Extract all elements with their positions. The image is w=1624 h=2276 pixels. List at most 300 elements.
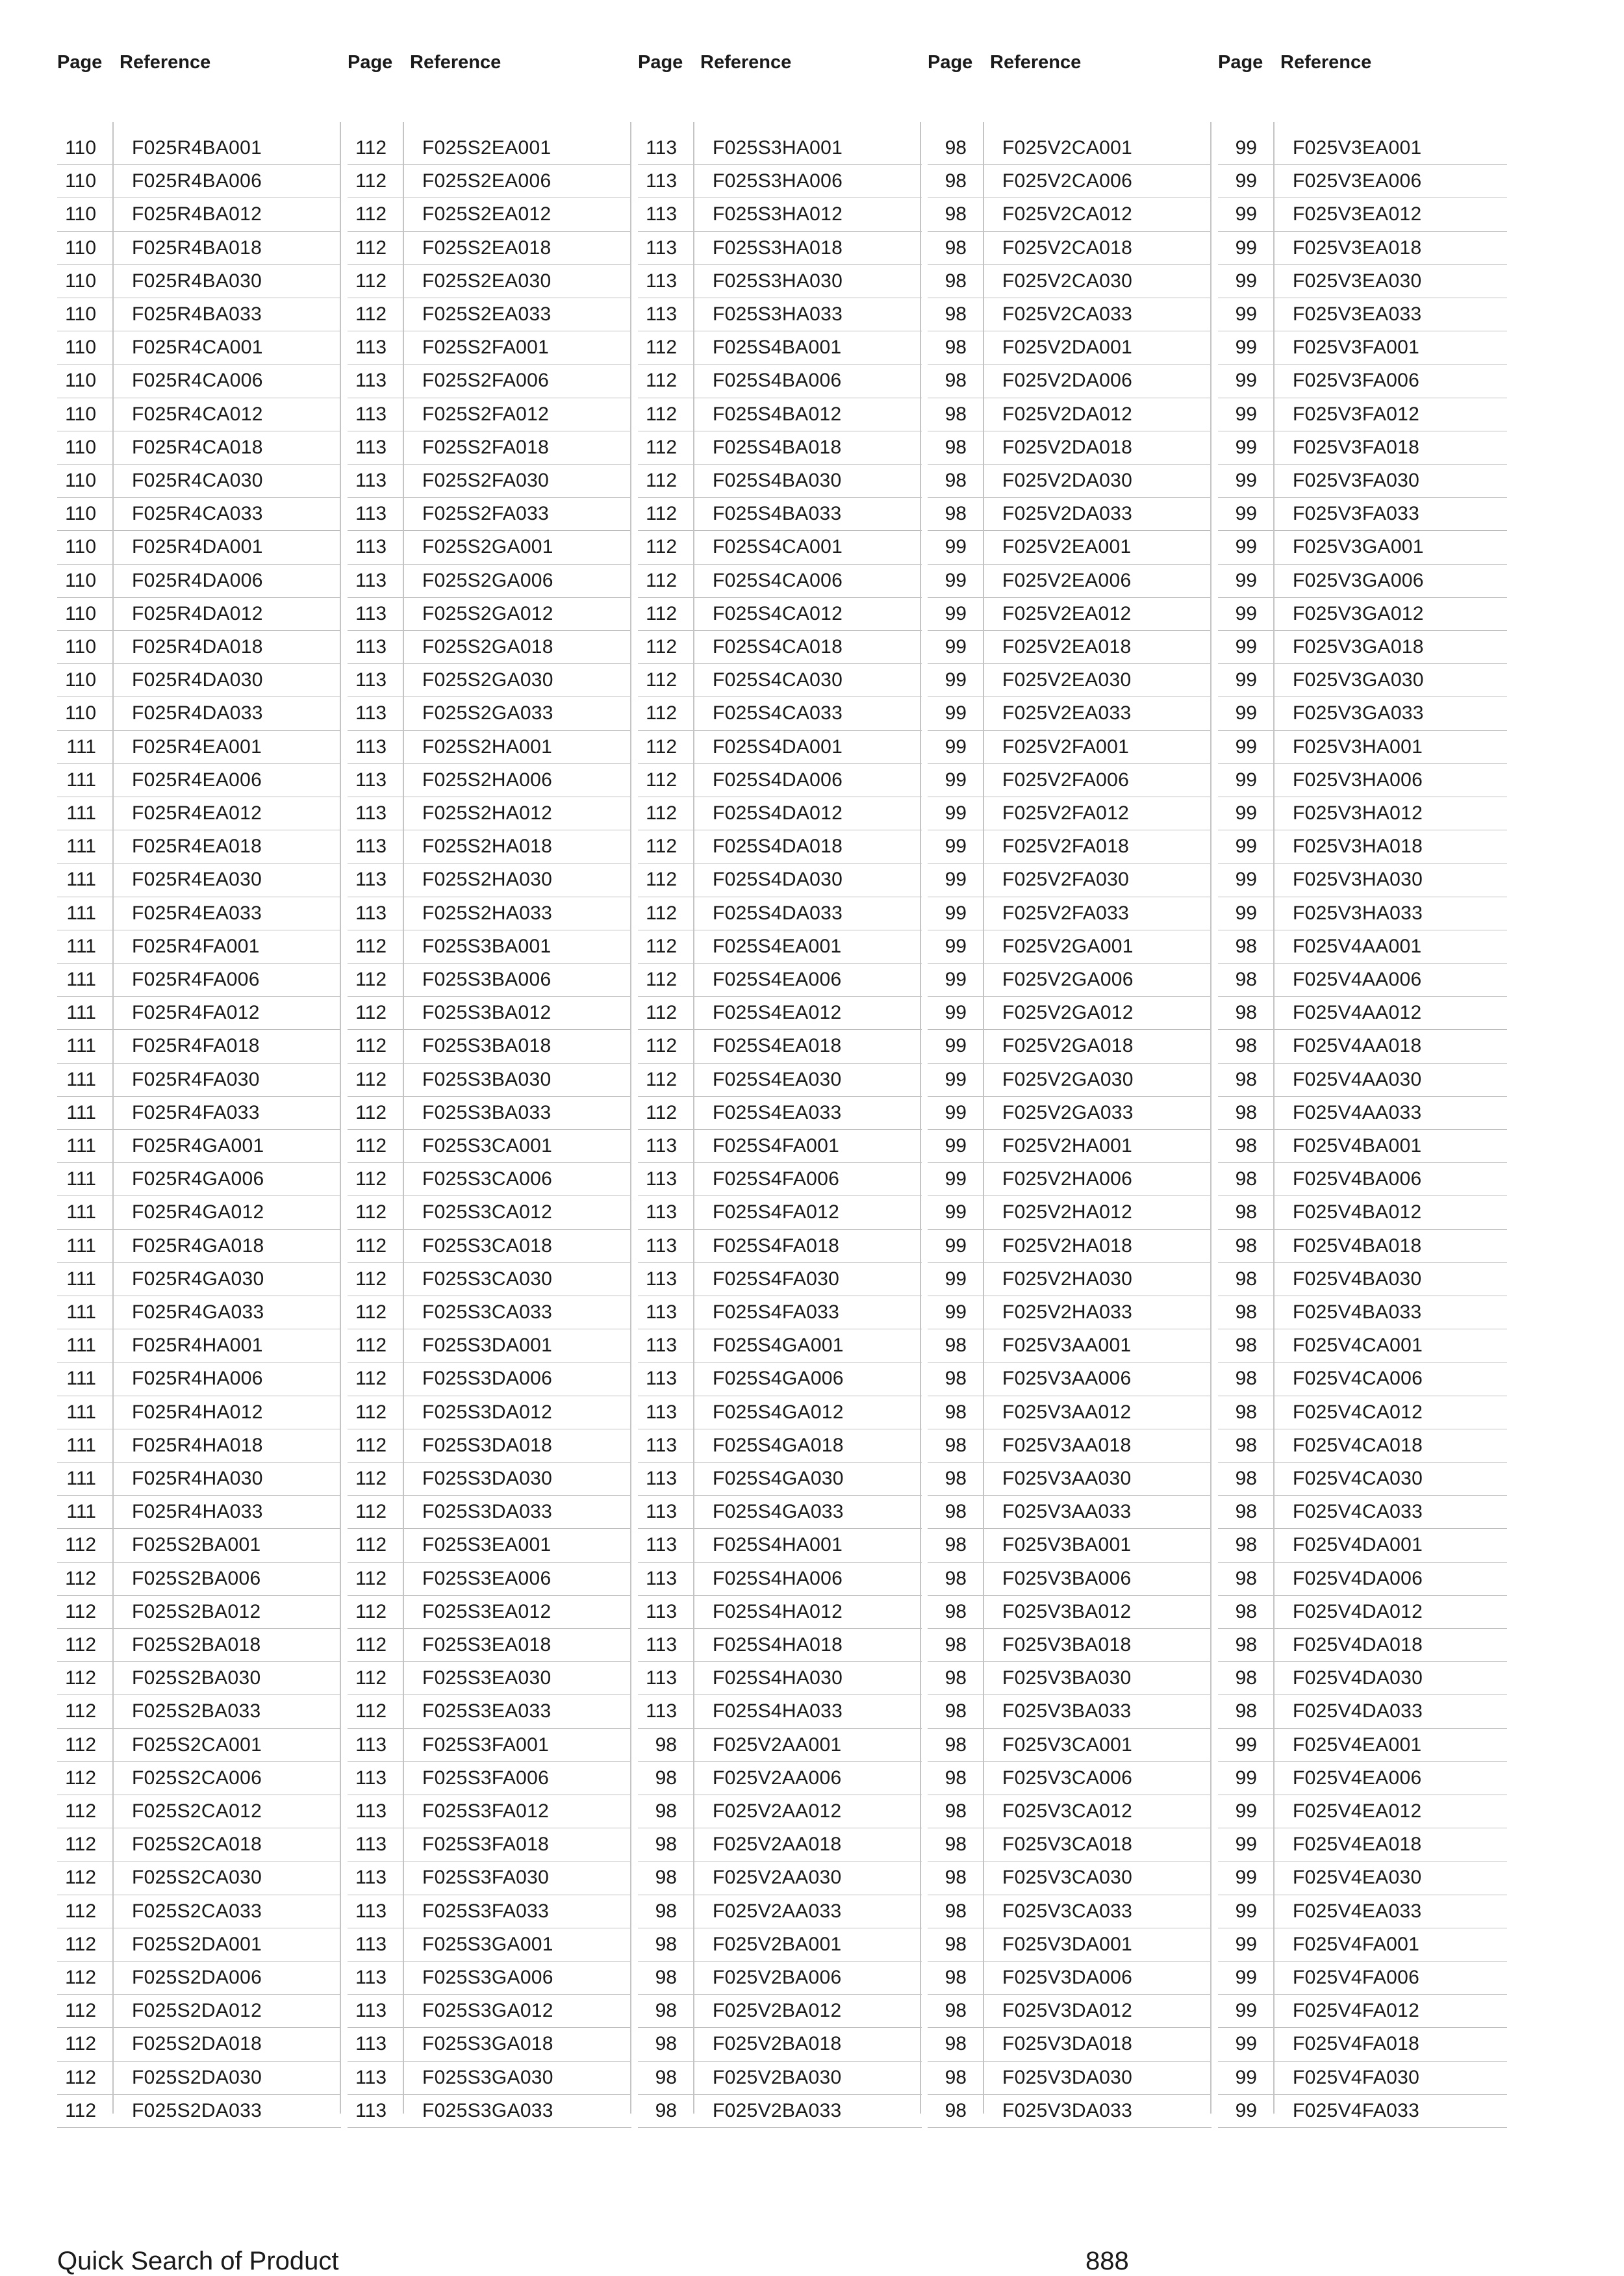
column-divider [693, 122, 694, 2114]
page-cell: 99 [945, 1068, 967, 1090]
header-page-label: Page [638, 52, 683, 73]
page-cell: 113 [355, 1834, 387, 1856]
reference-cell: F025S2GA012 [422, 602, 553, 624]
page-cell: 112 [355, 1567, 387, 1589]
table-row [57, 930, 341, 964]
table-row [928, 1230, 1212, 1263]
page-cell: 99 [945, 669, 967, 691]
page-cell: 99 [945, 1168, 967, 1190]
reference-cell: F025S3HA018 [713, 237, 843, 259]
table-row [638, 1130, 922, 1163]
page-cell: 98 [655, 1733, 677, 1756]
group-divider [340, 122, 341, 2114]
reference-cell: F025V3BA033 [1002, 1700, 1132, 1722]
table-row [638, 1429, 922, 1463]
page-cell: 99 [1235, 1900, 1257, 1922]
table-row [638, 2028, 922, 2061]
page-cell: 112 [646, 436, 677, 458]
page-cell: 113 [355, 2066, 387, 2088]
reference-cell: F025S4EA001 [713, 935, 842, 957]
page-cell: 112 [65, 2099, 96, 2121]
page-cell: 98 [945, 1368, 967, 1390]
table-row [928, 1362, 1212, 1396]
page-cell: 99 [945, 1135, 967, 1157]
page-cell: 111 [66, 1501, 96, 1523]
table-row [348, 731, 631, 764]
reference-cell: F025V3HA001 [1293, 735, 1423, 758]
reference-cell: F025V2FA033 [1002, 902, 1130, 924]
reference-cell: F025S2CA018 [132, 1834, 262, 1856]
table-row [928, 531, 1212, 564]
page-cell: 110 [65, 403, 96, 425]
reference-cell: F025V2DA033 [1002, 503, 1133, 525]
table-row [57, 2062, 341, 2095]
table-row [928, 1928, 1212, 1962]
table-row [928, 897, 1212, 930]
group-divider [630, 122, 631, 2114]
reference-cell: F025S2DA033 [132, 2099, 262, 2121]
reference-cell: F025S3HA006 [713, 170, 843, 192]
page-cell: 112 [355, 170, 387, 192]
table-row [348, 1795, 631, 1828]
reference-cell: F025V3DA012 [1002, 2000, 1133, 2022]
page-cell: 98 [945, 337, 967, 359]
reference-cell: F025S3BA001 [422, 935, 552, 957]
table-row [1218, 1396, 1507, 1429]
page-cell: 98 [1235, 1101, 1257, 1123]
reference-cell: F025V2DA006 [1002, 370, 1133, 392]
reference-cell: F025S3DA001 [422, 1335, 553, 1357]
table-row [348, 1596, 631, 1629]
table-row [638, 1861, 922, 1895]
table-row [57, 232, 341, 265]
page-cell: 113 [355, 1733, 387, 1756]
reference-cell: F025V2EA030 [1002, 669, 1132, 691]
table-row [348, 565, 631, 598]
page-cell: 99 [945, 935, 967, 957]
table-row [57, 1163, 341, 1196]
table-row [928, 1895, 1212, 1928]
table-row [638, 930, 922, 964]
page-cell: 99 [945, 1035, 967, 1057]
column-divider [1273, 122, 1275, 2114]
table-row [57, 764, 341, 797]
table-row [928, 697, 1212, 730]
table-row [928, 863, 1212, 897]
table-row [928, 631, 1212, 664]
reference-cell: F025S3CA018 [422, 1234, 553, 1257]
table-row [1218, 1097, 1507, 1130]
table-row [638, 465, 922, 498]
reference-cell: F025S4BA001 [713, 337, 842, 359]
reference-cell: F025S2BA001 [132, 1534, 261, 1556]
table-row [638, 1596, 922, 1629]
page-cell: 110 [65, 536, 96, 558]
page-cell: 111 [66, 1468, 96, 1489]
page-cell: 112 [355, 1534, 387, 1556]
reference-cell: F025V4AA018 [1293, 1035, 1422, 1057]
page-cell: 110 [65, 170, 96, 192]
page-cell: 98 [945, 137, 967, 159]
page-cell: 98 [1235, 1501, 1257, 1523]
table-row [348, 797, 631, 830]
page-cell: 113 [646, 1301, 677, 1323]
reference-cell: F025S2FA012 [422, 403, 550, 425]
table-row [638, 364, 922, 398]
page-cell: 112 [65, 1567, 96, 1589]
reference-cell: F025S2DA030 [132, 2066, 262, 2088]
reference-cell: F025V2EA018 [1002, 636, 1132, 658]
table-row [928, 731, 1212, 764]
page-cell: 113 [646, 203, 677, 225]
page-cell: 113 [355, 1767, 387, 1789]
table-row [1218, 1064, 1507, 1097]
table-row [348, 1962, 631, 1995]
page-cell: 112 [65, 2066, 96, 2088]
column-divider [403, 122, 404, 2114]
page-cell: 113 [646, 1468, 677, 1489]
reference-cell: F025R4DA030 [132, 669, 263, 691]
table-row [1218, 398, 1507, 431]
reference-cell: F025V4EA006 [1293, 1767, 1422, 1789]
page-cell: 111 [66, 1135, 96, 1157]
table-row [348, 1828, 631, 1861]
reference-cell: F025S2GA033 [422, 702, 553, 724]
table-row [348, 2028, 631, 2061]
page-cell: 110 [65, 503, 96, 525]
table-row [348, 165, 631, 198]
reference-cell: F025S2HA001 [422, 735, 553, 758]
table-row [348, 331, 631, 364]
page-cell: 112 [646, 769, 677, 791]
page-cell: 112 [65, 2033, 96, 2055]
table-row [57, 1729, 341, 1762]
reference-cell: F025R4BA033 [132, 303, 262, 325]
reference-cell: F025V3EA033 [1293, 303, 1422, 325]
table-row [1218, 331, 1507, 364]
page-cell: 113 [355, 536, 387, 558]
reference-cell: F025S4EA030 [713, 1068, 842, 1090]
page-cell: 99 [1235, 702, 1257, 724]
page-cell: 98 [655, 2066, 677, 2088]
reference-cell: F025S2HA018 [422, 836, 553, 858]
table-row [57, 1762, 341, 1795]
reference-cell: F025S3HA012 [713, 203, 843, 225]
page-cell: 98 [945, 1501, 967, 1523]
page-cell: 99 [1235, 836, 1257, 858]
reference-cell: F025V4DA006 [1293, 1567, 1423, 1589]
page-cell: 112 [646, 1068, 677, 1090]
page-cell: 111 [66, 1002, 96, 1024]
page-cell: 112 [355, 1301, 387, 1323]
page-cell: 112 [65, 1733, 96, 1756]
table-row [638, 198, 922, 231]
reference-cell: F025S2CA001 [132, 1733, 262, 1756]
reference-cell: F025V2AA033 [713, 1900, 842, 1922]
table-row [1218, 531, 1507, 564]
table-row [638, 565, 922, 598]
table-row [348, 1163, 631, 1196]
table-row [348, 265, 631, 298]
page-cell: 98 [655, 1967, 677, 1988]
table-row [928, 1496, 1212, 1529]
table-row [348, 697, 631, 730]
table-row [348, 897, 631, 930]
reference-cell: F025V3HA033 [1293, 902, 1423, 924]
reference-cell: F025S3HA030 [713, 270, 843, 292]
table-row [928, 1861, 1212, 1895]
page-cell: 98 [1235, 1567, 1257, 1589]
page-cell: 113 [646, 1667, 677, 1689]
page-cell: 98 [945, 370, 967, 392]
page-cell: 112 [65, 1834, 96, 1856]
page-cell: 113 [355, 769, 387, 791]
table-row [638, 1064, 922, 1097]
reference-cell: F025R4HA018 [132, 1434, 263, 1456]
page-cell: 113 [646, 137, 677, 159]
reference-cell: F025V2BA033 [713, 2099, 842, 2121]
reference-cell: F025R4FA033 [132, 1101, 260, 1123]
reference-cell: F025S4FA018 [713, 1234, 840, 1257]
reference-cell: F025S4GA018 [713, 1434, 844, 1456]
column-divider [112, 122, 114, 2114]
page-cell: 98 [1235, 1434, 1257, 1456]
reference-cell: F025R4FA001 [132, 935, 260, 957]
reference-cell: F025S3EA018 [422, 1634, 552, 1656]
page-cell: 112 [646, 935, 677, 957]
table-row [1218, 1296, 1507, 1329]
reference-cell: F025R4CA001 [132, 337, 263, 359]
reference-cell: F025V4FA001 [1293, 1933, 1420, 1955]
reference-cell: F025V2FA018 [1002, 836, 1130, 858]
reference-cell: F025S2FA033 [422, 503, 550, 525]
page-cell: 113 [646, 270, 677, 292]
reference-cell: F025V4FA006 [1293, 1967, 1420, 1988]
page-cell: 99 [1235, 669, 1257, 691]
reference-cell: F025R4FA018 [132, 1035, 260, 1057]
table-row [928, 1795, 1212, 1828]
reference-cell: F025R4BA030 [132, 270, 262, 292]
table-row [57, 132, 341, 165]
page-cell: 99 [1235, 1733, 1257, 1756]
page-cell: 111 [66, 1234, 96, 1257]
page-cell: 112 [65, 1700, 96, 1722]
page-cell: 110 [65, 636, 96, 658]
page-cell: 99 [1235, 2066, 1257, 2088]
table-row [638, 165, 922, 198]
table-row [57, 1928, 341, 1962]
column-divider [983, 122, 984, 2114]
reference-cell: F025R4GA001 [132, 1135, 264, 1157]
reference-cell: F025S4FA033 [713, 1301, 840, 1323]
table-row [928, 198, 1212, 231]
reference-cell: F025V4CA001 [1293, 1335, 1423, 1357]
page-cell: 99 [1235, 636, 1257, 658]
table-row [57, 565, 341, 598]
table-row [348, 997, 631, 1030]
reference-cell: F025S3GA033 [422, 2099, 553, 2121]
reference-cell: F025V2AA012 [713, 1800, 842, 1822]
table-row [348, 830, 631, 863]
table-row [57, 664, 341, 697]
page-cell: 111 [66, 735, 96, 758]
table-row [638, 1496, 922, 1529]
table-row [348, 1861, 631, 1895]
page-cell: 99 [945, 735, 967, 758]
reference-cell: F025V4FA030 [1293, 2066, 1420, 2088]
page-cell: 113 [646, 1634, 677, 1656]
table-row [638, 1196, 922, 1229]
table-row [1218, 1529, 1507, 1562]
table-row [57, 1995, 341, 2028]
page-cell: 113 [646, 1401, 677, 1423]
reference-cell: F025R4DA018 [132, 636, 263, 658]
footer-title: Quick Search of Product [57, 2247, 339, 2275]
page-cell: 113 [646, 1534, 677, 1556]
page-cell: 98 [655, 1867, 677, 1889]
page-cell: 99 [945, 569, 967, 591]
reference-cell: F025S3CA006 [422, 1168, 553, 1190]
table-row [638, 1463, 922, 1496]
table-row [928, 465, 1212, 498]
reference-cell: F025V2AA006 [713, 1767, 842, 1789]
page-cell: 113 [355, 1800, 387, 1822]
table-row [1218, 1429, 1507, 1463]
table-row [348, 1263, 631, 1296]
page-cell: 112 [646, 735, 677, 758]
table-row [57, 830, 341, 863]
table-row [57, 1463, 341, 1496]
reference-cell: F025V2HA012 [1002, 1201, 1133, 1223]
reference-cell: F025S4CA006 [713, 569, 843, 591]
page-cell: 99 [1235, 1834, 1257, 1856]
reference-cell: F025S3BA006 [422, 969, 552, 990]
table-row [348, 1762, 631, 1795]
page-cell: 98 [1235, 969, 1257, 990]
table-row [348, 863, 631, 897]
page-cell: 112 [65, 1600, 96, 1622]
reference-cell: F025S4BA033 [713, 503, 842, 525]
reference-cell: F025V4BA018 [1293, 1234, 1422, 1257]
reference-cell: F025V4AA033 [1293, 1101, 1422, 1123]
reference-cell: F025S3BA012 [422, 1002, 552, 1024]
table-row [1218, 465, 1507, 498]
page-cell: 98 [945, 1534, 967, 1556]
reference-cell: F025S4GA030 [713, 1468, 844, 1489]
page-cell: 113 [355, 836, 387, 858]
page-cell: 98 [1235, 935, 1257, 957]
table-row [638, 232, 922, 265]
page-cell: 111 [66, 769, 96, 791]
table-row [348, 2095, 631, 2128]
reference-cell: F025V3GA018 [1293, 636, 1424, 658]
page-cell: 99 [1235, 869, 1257, 891]
header-page-label: Page [928, 52, 973, 73]
page-cell: 98 [1235, 1700, 1257, 1722]
table-row [57, 1362, 341, 1396]
page-cell: 112 [646, 337, 677, 359]
page-cell: 112 [646, 503, 677, 525]
reference-cell: F025V2BA012 [713, 2000, 842, 2022]
table-row [1218, 1496, 1507, 1529]
page-cell: 110 [65, 137, 96, 159]
reference-cell: F025S2FA030 [422, 470, 550, 491]
reference-cell: F025R4GA033 [132, 1301, 264, 1323]
page-cell: 112 [646, 569, 677, 591]
reference-cell: F025V2AA001 [713, 1733, 842, 1756]
reference-cell: F025V3AA001 [1002, 1335, 1132, 1357]
table-row [1218, 198, 1507, 231]
page-cell: 113 [646, 1268, 677, 1290]
table-row [57, 1030, 341, 1063]
table-row [1218, 1962, 1507, 1995]
table-row [57, 1263, 341, 1296]
page-cell: 113 [355, 869, 387, 891]
header-page-label: Page [348, 52, 393, 73]
reference-cell: F025V4BA033 [1293, 1301, 1422, 1323]
page-cell: 111 [66, 1301, 96, 1323]
reference-cell: F025S2DA006 [132, 1967, 262, 1988]
table-row [928, 1463, 1212, 1496]
page-cell: 98 [945, 2000, 967, 2022]
reference-cell: F025S3HA033 [713, 303, 843, 325]
table-row [348, 531, 631, 564]
reference-cell: F025V3GA030 [1293, 669, 1424, 691]
reference-cell: F025R4EA012 [132, 802, 262, 824]
table-row [638, 265, 922, 298]
reference-cell: F025V3AA033 [1002, 1501, 1132, 1523]
table-row [928, 1596, 1212, 1629]
page-cell: 98 [945, 1401, 967, 1423]
reference-cell: F025V2HA001 [1002, 1135, 1133, 1157]
reference-cell: F025S2BA033 [132, 1700, 261, 1722]
table-row [1218, 1263, 1507, 1296]
page-cell: 112 [355, 303, 387, 325]
page-cell: 98 [945, 1800, 967, 1822]
table-row [638, 331, 922, 364]
page-cell: 113 [355, 569, 387, 591]
page-cell: 111 [66, 1368, 96, 1390]
table-row [1218, 1329, 1507, 1362]
reference-cell: F025V4DA001 [1293, 1534, 1423, 1556]
reference-cell: F025V2BA018 [713, 2033, 842, 2055]
reference-cell: F025V4AA006 [1293, 969, 1422, 990]
page-cell: 98 [945, 1567, 967, 1589]
table-row [638, 1762, 922, 1795]
reference-cell: F025R4BA012 [132, 203, 262, 225]
reference-cell: F025V4BA030 [1293, 1268, 1422, 1290]
page-cell: 113 [355, 470, 387, 491]
table-row [928, 565, 1212, 598]
page-cell: 113 [646, 1700, 677, 1722]
reference-cell: F025V3EA006 [1293, 170, 1422, 192]
page-cell: 113 [646, 1600, 677, 1622]
table-row [928, 1962, 1212, 1995]
page-cell: 99 [945, 702, 967, 724]
page-cell: 99 [945, 636, 967, 658]
reference-cell: F025S3FA001 [422, 1733, 550, 1756]
table-row [928, 1629, 1212, 1662]
header-reference-label: Reference [700, 52, 792, 73]
page-cell: 111 [66, 1168, 96, 1190]
page-cell: 99 [945, 969, 967, 990]
reference-cell: F025R4EA033 [132, 902, 262, 924]
page-cell: 112 [355, 1335, 387, 1357]
page-cell: 99 [1235, 1867, 1257, 1889]
page-cell: 111 [66, 1035, 96, 1057]
reference-cell: F025V3BA018 [1002, 1634, 1132, 1656]
table-row [638, 797, 922, 830]
